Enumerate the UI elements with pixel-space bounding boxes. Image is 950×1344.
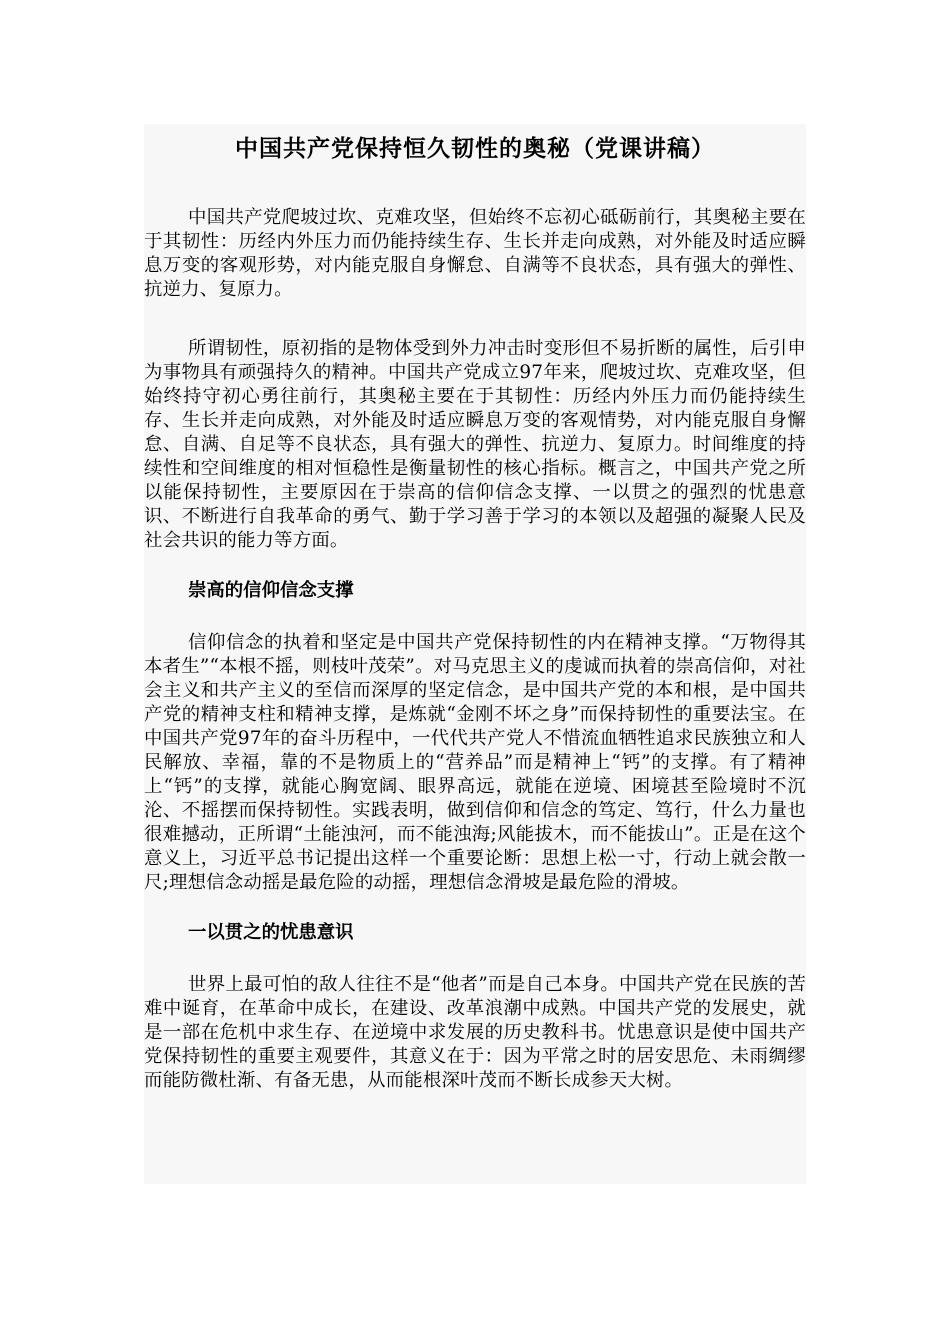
intro-paragraph-1: 中国共产党爬坡过坎、克难攻坚，但始终不忘初心砥砺前行，其奥秘主要在于其韧性：历经内外压力而仍能持续生存、生长并走向成熟，对外能及时适应瞬息万变的客观形势，对内能克服自身懈怠、自满等不良状态，具有强大的弹性、抗逆力、复原力。 — [144, 207, 806, 300]
section-paragraph-crisis-awareness: 世界上最可怕的敌人往往不是“他者”而是自己本身。中国共产党在民族的苦难中诞育，在革命中成长，在建设、改革浪潮中成熟。中国共产党的发展史，就是一部在危机中求生存、在逆境中求发展的历史教科书。忧患意识是使中国共产党保持韧性的重要主观要件，其意义在于：因为平常之时的居安思危、未雨绸缪而能防微杜渐、有备无患，从而能根深叶茂而不断长成参天大树。 — [144, 974, 806, 1091]
intro-paragraph-2: 所谓韧性，原初指的是物体受到外力冲击时变形但不易折断的属性，后引申为事物具有顽强持久的精神。中国共产党成立97年来，爬坡过坎、克难攻坚，但始终持守初心勇往前行，其奥秘主要在于其韧性：历经内外压力而仍能持续生存、生长并走向成熟，对外能及时适应瞬息万变的客观情势，对内能克服自身懈怠、自满、自足等不良状态，具有强大的弹性、抗逆力、复原力。时间维度的持续性和空间维度的相对恒稳性是衡量韧性的核心指标。概言之，中国共产党之所以能保持韧性，主要原因在于崇高的信仰信念支撑、一以贯之的强烈的忧患意识、不断进行自我革命的勇气、勤于学习善于学习的本领以及超强的凝聚人民及社会共识的能力等方面。 — [144, 338, 806, 551]
document-page — [144, 124, 806, 1184]
section-heading-faith: 崇高的信仰信念支撑 — [188, 580, 354, 601]
section-heading-crisis-awareness: 一以贯之的忧患意识 — [188, 922, 354, 943]
section-paragraph-faith: 信仰信念的执着和坚定是中国共产党保持韧性的内在精神支撑。“万物得其本者生”“本根不摇，则枝叶茂荣”。对马克思主义的虔诚而执着的崇高信仰，对社会主义和共产主义的至信而深厚的坚定信念，是中国共产党的本和根，是中国共产党的精神支柱和精神支撑，是炼就“金刚不坏之身”而保持韧性的重要法宝。在中国共产党97年的奋斗历程中，一代代共产党人不惜流血牺牲追求民族独立和人民解放、幸福，靠的不是物质上的“营养品”而是精神上“钙”的支撑。有了精神上“钙”的支撑，就能心胸宽阔、眼界高远，就能在逆境、困境甚至险境时不沉沦、不摇摆而保持韧性。实践表明，做到信仰和信念的笃定、笃行，什么力量也很难撼动，正所谓“土能浊河，而不能浊海;风能拔木，而不能拔山”。正是在这个意义上，习近平总书记提出这样一个重要论断：思想上松一寸，行动上就会散一尺;理想信念动摇是最危险的动摇，理想信念滑坡是最危险的滑坡。 — [144, 632, 806, 893]
document-title: 中国共产党保持恒久韧性的奥秘（党课讲稿） — [235, 135, 715, 162]
